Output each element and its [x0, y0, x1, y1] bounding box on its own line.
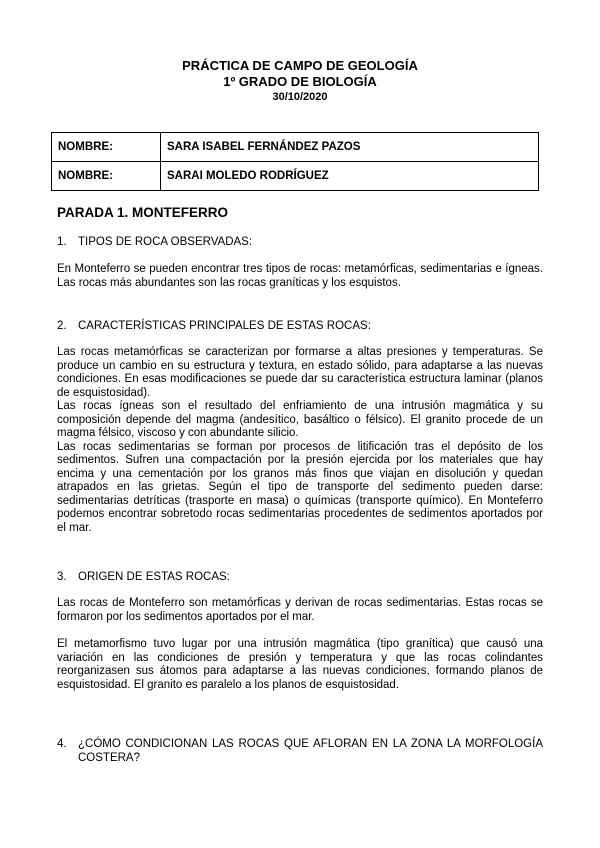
- table-row: [52, 162, 539, 191]
- document-header: [0, 58, 600, 104]
- question-3-heading: [57, 570, 543, 584]
- question-title: TIPOS DE ROCA OBSERVADAS:: [78, 236, 253, 248]
- document-subtitle: 1º GRADO DE BIOLOGÍA: [223, 74, 377, 89]
- name-value: SARA ISABEL FERNÁNDEZ PAZOS: [161, 133, 539, 162]
- question-number: 3.: [57, 571, 67, 583]
- question-2-heading: [57, 319, 543, 333]
- document-title: PRÁCTICA DE CAMPO DE GEOLOGÍA: [182, 58, 418, 73]
- question-1-answer: [57, 263, 543, 290]
- names-table: [51, 132, 539, 191]
- question-3-answer-2: [57, 638, 543, 692]
- answer-paragraph: Las rocas ígneas son el resultado del enfriamiento de una intrusión magmática y su composición depende del magma (andesítico, basáltico o félsico). El granito procede de un magma félsico, viscoso y con abundante silicio.: [57, 400, 543, 439]
- name-label: NOMBRE:: [52, 162, 161, 191]
- question-title: ORIGEN DE ESTAS ROCAS:: [78, 571, 230, 583]
- answer-paragraph: Las rocas de Monteferro son metamórficas y derivan de rocas sedimentarias. Estas rocas se formaron por los sedimentos aportados por el mar.: [57, 597, 543, 623]
- answer-paragraph: Las rocas sedimentarias se forman por procesos de litificación tras el depósito de los sedimentos. Sufren una compactación por la presión ejercida por los materiales que hay encima y una cementación por los granos más finos que viajan en disolución y quedan atrapados en las grietas. Según el tipo de transporte del sedimento pueden darse: sedimentarias detríticas (trasporte en masa) o químicas (transporte químico). En Monteferro podemos encontrar sobretodo rocas sedimentarias procedentes de sedimentos aportados por el mar.: [57, 440, 543, 534]
- answer-paragraph: El metamorfismo tuvo lugar por una intrusión magmática (tipo granítica) que causó una variación en las condiciones de presión y temperatura y que las rocas colindantes reorganizasen sus átomos para adaptarse a las nuevas condiciones, formando planos de esquistosidad. El granito es paralelo a los planos de esquistosidad.: [57, 638, 543, 691]
- question-3-answer-1: [57, 597, 543, 624]
- section-title: PARADA 1. MONTEFERRO: [57, 205, 229, 220]
- question-number: 4.: [57, 738, 67, 750]
- question-number: 1.: [57, 236, 67, 248]
- question-title: CARACTERÍSTICAS PRINCIPALES DE ESTAS ROCAS:: [78, 320, 371, 332]
- name-value: SARAI MOLEDO RODRÍGUEZ: [161, 162, 539, 191]
- question-4-heading: [57, 737, 543, 765]
- answer-paragraph: Las rocas metamórficas se caracterizan por formarse a altas presiones y temperaturas. Se produce un cambio en su estructura y textura, en estado sólido, para adaptarse a las nuevas condiciones. En esas modificaciones se puede dar su característica estructura laminar (planos de esquistosidad).: [57, 346, 543, 399]
- question-1-heading: [57, 235, 543, 249]
- table-row: [52, 133, 539, 162]
- question-2-answer: [57, 346, 543, 535]
- question-number: 2.: [57, 320, 67, 332]
- name-label: NOMBRE:: [52, 133, 161, 162]
- question-title: ¿CÓMO CONDICIONAN LAS ROCAS QUE AFLORAN EN LA ZONA LA MORFOLOGÍA COSTERA?: [78, 738, 543, 764]
- answer-paragraph: En Monteferro se pueden encontrar tres tipos de rocas: metamórficas, sedimentarias e ígneas. Las rocas más abundantes son las rocas graníticas y los esquistos.: [57, 263, 543, 289]
- document-date: 30/10/2020: [272, 91, 328, 103]
